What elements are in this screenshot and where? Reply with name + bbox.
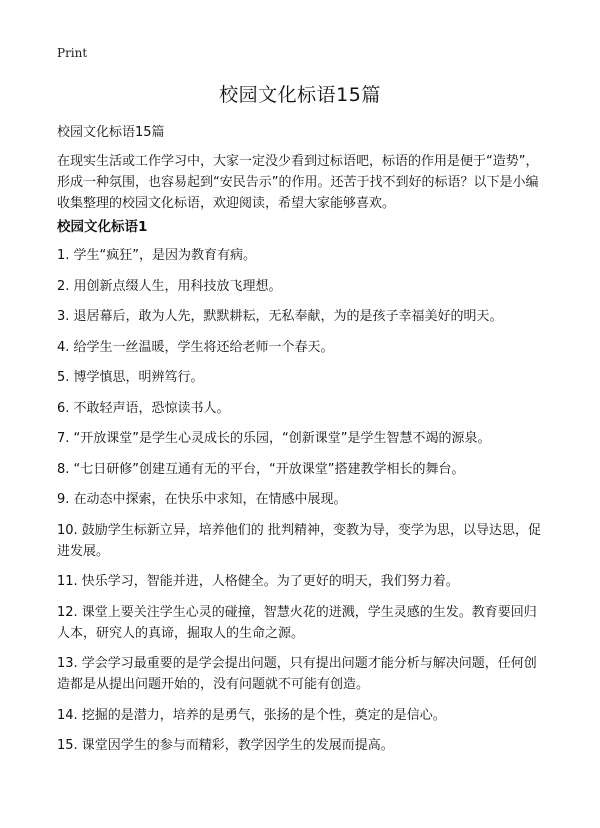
- slogan-item: 5. 博学慎思，明辨笃行。: [57, 370, 204, 385]
- slogan-item: 11. 快乐学习，智能并进，人格健全。为了更好的明天，我们努力着。: [57, 574, 459, 589]
- slogan-item: 10. 鼓励学生标新立异，培养他们的 批判精神，变教为导，变学为思，以导达思，促进发展。: [57, 522, 541, 559]
- intro-paragraph: 在现实生活或工作学习中，大家一定没少看到过标语吧，标语的作用是便于“造势”，形成一种氛围，也容易起到“安民告示”的作用。还苦于找不到好的标语？以下是小编收集整理的校园文化标语，欢迎阅读，希望大家能够喜欢。: [57, 154, 539, 211]
- section-heading: 校园文化标语1: [57, 219, 148, 235]
- slogan-item: 7. “开放课堂”是学生心灵成长的乐园，“创新课堂”是学生智慧不竭的源泉。: [57, 431, 491, 446]
- slogan-item: 1. 学生“疯狂”，是因为教育有病。: [57, 248, 257, 263]
- document-title: 校园文化标语15篇: [219, 84, 381, 106]
- print-label[interactable]: Print: [57, 46, 88, 60]
- slogan-list: [57, 245, 547, 766]
- slogan-item: 3. 退居幕后，敢为人先，默默耕耘，无私奉献，为的是孩子幸福美好的明天。: [57, 309, 503, 324]
- slogan-item: 9. 在动态中探索，在快乐中求知，在情感中展现。: [57, 492, 347, 507]
- document-subtitle: 校园文化标语15篇: [57, 125, 165, 140]
- slogan-item: 2. 用创新点缀人生，用科技放飞理想。: [57, 278, 282, 294]
- slogan-item: 13. 学会学习最重要的是学会提出问题，只有提出问题才能分析与解决问题，任何创造都是从提出问题开始的，没有问题就不可能有创造。: [57, 656, 537, 692]
- slogan-item: 14. 挖掘的是潜力，培养的是勇气，张扬的是个性，奠定的是信心。: [57, 707, 446, 723]
- slogan-item: 4. 给学生一丝温暖，学生将还给老师一个春天。: [57, 339, 334, 355]
- slogan-item: 6. 不敢轻声语，恐惊读书人。: [57, 400, 230, 416]
- slogan-item: 15. 课堂因学生的参与而精彩，教学因学生的发展而提高。: [57, 738, 394, 753]
- slogan-item: 12. 课堂上要关注学生心灵的碰撞，智慧火花的迸溅，学生灵感的生发。教育要回归人本，研究人的真谛，掘取人的生命之源。: [57, 604, 537, 641]
- slogan-item: 8. “七日研修”创建互通有无的平台，“开放课堂”搭建教学相长的舞台。: [57, 461, 465, 477]
